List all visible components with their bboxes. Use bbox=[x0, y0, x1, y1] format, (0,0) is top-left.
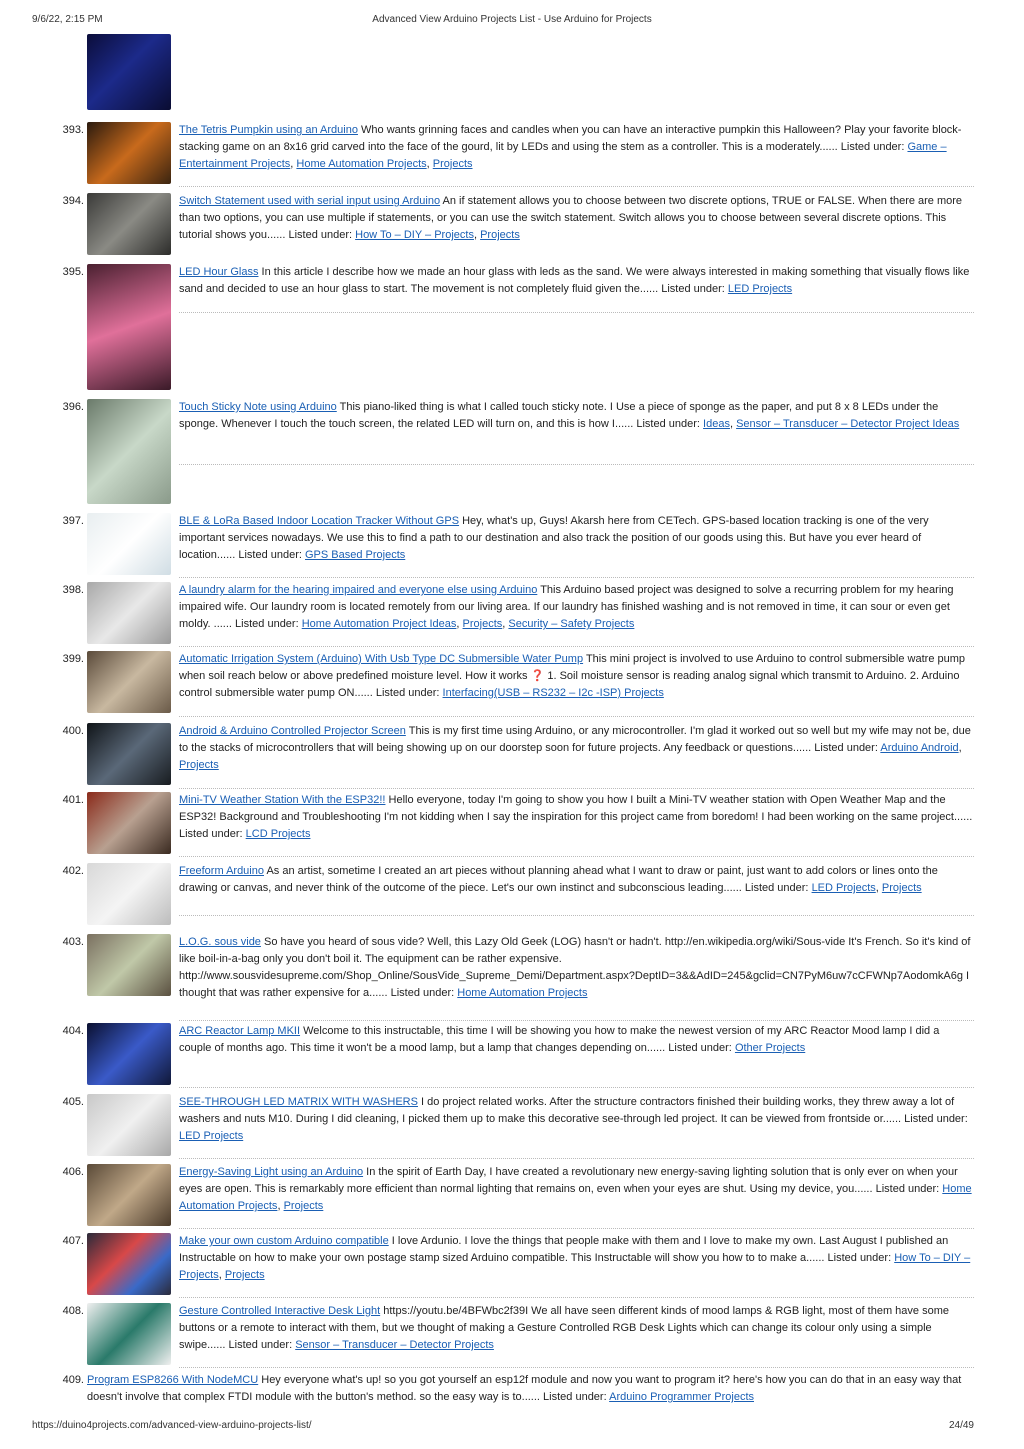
project-title-link[interactable]: The Tetris Pumpkin using an Arduino bbox=[179, 124, 358, 136]
item-number: 406. bbox=[62, 1166, 84, 1178]
list-item bbox=[40, 792, 974, 860]
listed-under-label: Listed under: bbox=[668, 1042, 732, 1054]
category-link[interactable]: LED Projects bbox=[179, 1130, 244, 1142]
project-title-link[interactable]: Touch Sticky Note using Arduino bbox=[179, 401, 337, 413]
listed-under-label: Listed under: bbox=[814, 742, 878, 754]
project-description: This Arduino based project was designed to solve a recurring problem for my hearing impaired wife. Our laundry room is located remotely from our living area. If our laundry has finished washing and is not removed in time, it can sour or even get moldy. ...... bbox=[179, 584, 954, 630]
item-text bbox=[179, 513, 974, 564]
project-description: As an artist, sometime I created an art pieces without planning ahead what I want to draw or paint, just want to add colors or lines onto the drawing or canvas, and never think of the outcome of the piece. Let's our own instinct and subconscious leading...... bbox=[179, 865, 938, 894]
item-text bbox=[179, 651, 974, 702]
listed-under-label: Listed under: bbox=[179, 828, 243, 840]
item-divider bbox=[179, 1087, 974, 1088]
project-thumbnail[interactable] bbox=[87, 1303, 171, 1365]
item-text: Switch Statement used with serial input using Arduino An if statement allows you to choose between two discrete options, TRUE or FALSE. When there are more than two options, you can use multiple if statements, or you can use the switch statement. Switch allows you to choose between several discrete options. This tutorial shows you...... Listed under: How To – DIY – Projects, Projects bbox=[179, 195, 963, 241]
project-description: So have you heard of sous vide? Well, this Lazy Old Geek (LOG) hasn't or hadn't. http://en.wikipedia.org/wiki/Sous-vide It's French. So it's kind of like boil-in-a-bag only you don't boil it. The equipment can be rather expensive. http://www.sousvidesupreme.com/Shop_Online/SousVide_Supreme_Demi/Department.aspx?DeptID=3&&AdID=245&gclid=CN7PyM6uw7cCFWNp7AodomkA6g I thought that was rather expensive for a...... bbox=[179, 936, 971, 999]
category-link[interactable]: Other Projects bbox=[734, 1042, 806, 1054]
project-title-link[interactable]: Switch Statement used with serial input using Arduino bbox=[179, 195, 441, 207]
list-item bbox=[40, 399, 974, 507]
project-description: Who wants grinning faces and candles when you can have an interactive pumpkin this Halloween? Play your favorite block-stacking game on an 8x16 grid carved into the face of the gourd, lit by LEDs and using the stem as a controller. This is a moderately...... bbox=[179, 124, 962, 153]
list-item bbox=[40, 1094, 974, 1162]
listed-under-label: Listed under: bbox=[904, 1113, 968, 1125]
item-number: 403. bbox=[62, 936, 84, 948]
item-number: 400. bbox=[62, 725, 84, 737]
category-link[interactable]: Projects bbox=[179, 759, 219, 771]
project-thumbnail[interactable] bbox=[87, 399, 171, 504]
project-title-link[interactable]: ARC Reactor Lamp MKII bbox=[179, 1025, 301, 1037]
project-thumbnail[interactable] bbox=[87, 513, 171, 575]
project-thumbnail[interactable] bbox=[87, 934, 171, 996]
item-divider bbox=[179, 1228, 974, 1229]
list-item bbox=[40, 1023, 974, 1091]
item-text bbox=[179, 1303, 974, 1354]
item-number: 399. bbox=[62, 653, 84, 665]
project-title-link[interactable]: Freeform Arduino bbox=[179, 865, 264, 877]
category-link[interactable]: LED Projects bbox=[811, 882, 876, 894]
project-description: An if statement allows you to choose between two discrete options, TRUE or FALSE. When there are more than two options, you can use multiple if statements, or you can use the switch statement. Switch allows you to choose between several discrete options. This tutorial shows you...... bbox=[179, 195, 963, 241]
category-link[interactable]: Interfacing(USB – RS232 – I2c -ISP) Projects bbox=[442, 687, 664, 699]
item-divider bbox=[179, 788, 974, 789]
item-text: Touch Sticky Note using Arduino This piano-liked thing is what I called touch sticky note. I Use a piece of sponge as the paper, and put 8 x 8 LEDs under the sponge. Whenever I touch the touch screen, the related LED will turn on, and this is how I...... Listed under: Ideas, Sensor – Transducer – Detector Project Ideas bbox=[179, 401, 960, 430]
category-link[interactable]: Home Automation Projects bbox=[296, 158, 427, 170]
listed-under-label: Listed under: bbox=[288, 229, 353, 241]
project-title-link[interactable]: L.O.G. sous vide bbox=[179, 936, 261, 948]
list-item bbox=[40, 264, 974, 399]
listed-under-label: Listed under: bbox=[390, 987, 455, 999]
list-item bbox=[40, 122, 974, 190]
item-text: Energy-Saving Light using an Arduino In the spirit of Earth Day, I have created a revolutionary new energy-saving lighting solution that is only ever on when your eyes are open. This is remarkably more efficient than normal lighting that remains on, even when your eyes are shut. Using my device, you...... Listed under: Home Automation Projects, Projects bbox=[179, 1166, 972, 1212]
project-description-continued: 1. Soil moisture sensor is reading analog signal which transmit to Arduino. 2. Arduino control submersible water pump ON...... bbox=[179, 670, 960, 699]
print-footer bbox=[32, 1420, 992, 1434]
project-thumbnail[interactable] bbox=[87, 1094, 171, 1156]
print-datetime: 9/6/22, 2:15 PM bbox=[32, 14, 103, 25]
category-link[interactable]: LED Projects bbox=[727, 283, 793, 295]
item-divider bbox=[179, 1297, 974, 1298]
project-description: I love Ardunio. I love the things that people make with them and I love to make my own. Last August I published an Instructable on how to make your own postage stamp sized Arduino compatible. This Instructable will show you how to to make a...... bbox=[179, 1235, 949, 1264]
category-link[interactable]: Arduino Android bbox=[880, 742, 959, 754]
list-item bbox=[40, 934, 974, 1022]
project-thumbnail[interactable] bbox=[87, 1164, 171, 1226]
item-text bbox=[179, 264, 974, 298]
list-item bbox=[40, 651, 974, 721]
item-divider bbox=[179, 186, 974, 187]
category-link[interactable]: Projects bbox=[462, 618, 503, 630]
list-item bbox=[40, 34, 974, 126]
item-number: 407. bbox=[62, 1235, 84, 1247]
item-text: Make your own custom Arduino compatible I love Ardunio. I love the things that people make with them and I love to make my own. Last August I published an Instructable on how to make your own postage stamp sized Arduino compatible. This Instructable will show you how to to make a...... Listed under: How To – DIY – Projects, Projects bbox=[179, 1235, 971, 1281]
print-page-title: Advanced View Arduino Projects List - Use Arduino for Projects bbox=[372, 14, 652, 25]
project-thumbnail[interactable] bbox=[87, 193, 171, 255]
category-link[interactable]: Game – Entertainment Projects bbox=[179, 141, 947, 170]
project-title-link[interactable]: Android & Arduino Controlled Projector Screen bbox=[179, 725, 406, 737]
listed-under-label: Listed under: bbox=[840, 141, 905, 153]
list-item bbox=[40, 193, 974, 263]
project-thumbnail[interactable] bbox=[87, 651, 171, 713]
print-url: https://duino4projects.com/advanced-view-arduino-projects-list/ bbox=[32, 1420, 312, 1431]
item-divider bbox=[179, 716, 974, 717]
item-divider bbox=[179, 1367, 974, 1368]
project-description: This piano-liked thing is what I called touch sticky note. I Use a piece of sponge as the paper, and put 8 x 8 LEDs under the sponge. Whenever I touch the touch screen, the related LED will turn on, and this is how I...... bbox=[179, 401, 939, 430]
list-item bbox=[40, 513, 974, 579]
list-item bbox=[40, 582, 974, 650]
project-title-link[interactable]: Make your own custom Arduino compatible bbox=[179, 1235, 389, 1247]
project-title-link[interactable]: BLE & LoRa Based Indoor Location Tracker Without GPS bbox=[179, 515, 460, 527]
project-title-link[interactable]: Mini-TV Weather Station With the ESP32!! bbox=[179, 794, 386, 806]
item-divider bbox=[179, 464, 974, 465]
item-number: 396. bbox=[62, 401, 84, 413]
listed-under-label: Listed under: bbox=[228, 1339, 293, 1351]
list-item bbox=[40, 1372, 974, 1412]
item-number: 401. bbox=[62, 794, 84, 806]
item-text bbox=[179, 1023, 974, 1057]
list-item bbox=[40, 1164, 974, 1232]
item-divider bbox=[179, 1020, 974, 1021]
project-description: I do project related works. After the structure contractors finished their building works, they threw away a lot of washers and nuts M10. During I did cleaning, I picked them up to make this decorative see-through led project. It can be viewed from frontside or...... bbox=[179, 1096, 955, 1125]
category-link[interactable]: Home Automation Projects bbox=[457, 987, 588, 999]
listed-under-label: Listed under: bbox=[744, 882, 809, 894]
item-number: 393. bbox=[62, 124, 84, 136]
project-description: Hello everyone, today I'm going to show you how I built a Mini-TV weather station with Open Weather Map and the ESP32! Background and Troubleshooting I'm not kidding when I say the inspiration for this project came from boredom! I had been working on the same project...... bbox=[179, 794, 973, 823]
item-number: 394. bbox=[62, 195, 84, 207]
listed-under-label: Listed under: bbox=[875, 1183, 940, 1195]
list-item bbox=[40, 1233, 974, 1301]
category-link[interactable]: Projects bbox=[881, 882, 922, 894]
project-title-link[interactable]: Program ESP8266 With NodeMCU bbox=[87, 1374, 259, 1386]
item-divider bbox=[179, 312, 974, 313]
project-description: This mini project is involved to use Arduino to control submersible watre pump when soil reach below or above predefined moisture level. How it works bbox=[179, 653, 966, 682]
item-number: 397. bbox=[62, 515, 84, 527]
question-mark-icon: ❓ bbox=[530, 670, 545, 682]
project-description: In the spirit of Earth Day, I have created a revolutionary new energy-saving lighting solution that is only ever on when your eyes are open. This is remarkably more efficient than normal lighting that remains on, even when your eyes are shut. Using my device, you...... bbox=[179, 1166, 958, 1195]
item-number: 408. bbox=[62, 1305, 84, 1317]
project-description: Welcome to this instructable, this time I will be showing you how to make the newest version of my ARC Reactor Mood lamp I did a couple of months ago. This time it won't be a mood lamp, but a lamp that changes depending on...... bbox=[179, 1025, 940, 1054]
listed-under-label: Listed under: bbox=[543, 1391, 607, 1403]
listed-under-label: Listed under: bbox=[661, 283, 725, 295]
project-title-link[interactable]: Energy-Saving Light using an Arduino bbox=[179, 1166, 364, 1178]
category-link[interactable]: LCD Projects bbox=[245, 828, 311, 840]
project-thumbnail[interactable] bbox=[87, 264, 171, 390]
project-thumbnail[interactable] bbox=[87, 1233, 171, 1295]
item-text bbox=[179, 792, 974, 843]
category-link[interactable]: Ideas bbox=[703, 418, 730, 430]
project-description: In this article I describe how we made an hour glass with leds as the sand. We were always interested in making something that visually flows like sand and decided to use an hour glass to start. The movement is not completely fluid given the...... bbox=[179, 266, 970, 295]
project-title-link[interactable]: SEE-THROUGH LED MATRIX WITH WASHERS bbox=[179, 1096, 418, 1108]
item-divider bbox=[179, 577, 974, 578]
listed-under-label: Listed under: bbox=[827, 1252, 892, 1264]
item-text bbox=[179, 934, 974, 1002]
category-link[interactable]: Projects bbox=[224, 1269, 265, 1281]
item-number: 404. bbox=[62, 1025, 84, 1037]
print-page-number: 24/49 bbox=[948, 1420, 974, 1431]
project-thumbnail[interactable] bbox=[87, 863, 171, 925]
item-number: 402. bbox=[62, 865, 84, 877]
project-title-link[interactable]: Automatic Irrigation System (Arduino) With Usb Type DC Submersible Water Pump bbox=[179, 653, 584, 665]
project-thumbnail[interactable] bbox=[87, 723, 171, 785]
category-link[interactable]: Security – Safety Projects bbox=[508, 618, 635, 630]
category-link[interactable]: Projects bbox=[480, 229, 520, 241]
list-item bbox=[40, 863, 974, 931]
item-divider bbox=[179, 915, 974, 916]
project-thumbnail[interactable] bbox=[87, 122, 171, 184]
item-number: 398. bbox=[62, 584, 84, 596]
project-description: https://youtu.be/4BFWbc2f39I We all have seen different kinds of mood lamps & RGB light, most of them have some buttons or a remote to interact with them, but we thought of making a Gesture Controlled RGB Desk Lights which can change its colour only using a simple swipe...... bbox=[179, 1305, 949, 1351]
item-text: A laundry alarm for the hearing impaired and everyone else using Arduino This Arduino based project was designed to solve a recurring problem for my hearing impaired wife. Our laundry room is located remotely from our living area. If our laundry has finished washing and is not removed in time, it can sour or even get moldy. ...... Listed under: Home Automation Project Ideas, Projects, Security – Safety Projects bbox=[179, 584, 954, 630]
listed-under-label: Listed under: bbox=[235, 618, 299, 630]
category-link[interactable]: Projects bbox=[432, 158, 473, 170]
listed-under-label: Listed under: bbox=[636, 418, 700, 430]
item-number: 395. bbox=[62, 266, 84, 278]
category-link[interactable]: Sensor – Transducer – Detector Project Ideas bbox=[736, 418, 960, 430]
category-link[interactable]: Projects bbox=[283, 1200, 324, 1212]
category-link[interactable]: Arduino Programmer Projects bbox=[609, 1391, 754, 1403]
item-text: Android & Arduino Controlled Projector Screen This is my first time using Arduino, or any microcontroller. I'm glad it worked out so well but my wife may not be, due to the stacks of microcontrollers that will being showing up on our doorstep soon for future projects. Any feedback or questions...... Listed under: Arduino Android, Projects bbox=[179, 725, 971, 771]
category-link[interactable]: Home Automation Project Ideas bbox=[301, 618, 457, 630]
item-divider bbox=[179, 646, 974, 647]
list-item bbox=[40, 723, 974, 791]
item-text: The Tetris Pumpkin using an Arduino Who wants grinning faces and candles when you can have an interactive pumpkin this Halloween? Play your favorite block-stacking game on an 8x16 grid carved into the face of the gourd, lit by LEDs and using the stem as a controller. This is a moderately...... Listed under: Game – Entertainment Projects, Home Automation Projects, Projects bbox=[179, 124, 962, 170]
category-link[interactable]: Sensor – Transducer – Detector Projects bbox=[295, 1339, 494, 1351]
item-text: Freeform Arduino As an artist, sometime I created an art pieces without planning ahead what I want to draw or paint, just want to add colors or lines onto the drawing or canvas, and never think of the outcome of the piece. Let's our own instinct and subconscious leading...... Listed under: LED Projects, Projects bbox=[179, 865, 938, 894]
listed-under-label: Listed under: bbox=[238, 549, 302, 561]
project-thumbnail[interactable] bbox=[87, 582, 171, 644]
project-title-link[interactable]: A laundry alarm for the hearing impaired and everyone else using Arduino bbox=[179, 584, 538, 596]
project-description: This is my first time using Arduino, or any microcontroller. I'm glad it worked out so well but my wife may not be, due to the stacks of microcontrollers that will being showing up on our doorstep soon for future projects. Any feedback or questions...... bbox=[179, 725, 971, 754]
item-text bbox=[87, 1372, 974, 1406]
project-description: Hey, what's up, Guys! Akarsh here from CETech. GPS-based location tracking is one of the very important services nowadays. We use this to find a path to our destination and also track the position of our goods using this. But have you ever heard of location...... bbox=[179, 515, 929, 561]
item-number: 409. bbox=[62, 1374, 84, 1386]
item-text bbox=[179, 1094, 974, 1145]
project-description: Hey everyone what's up! so you got yourself an esp12f module and now you want to program it? here's how you can do that in an easy way that doesn't involve that complex FTDI module with the button's method. so the easy way is to...... bbox=[87, 1374, 962, 1403]
listed-under-label: Listed under: bbox=[375, 687, 440, 699]
category-link[interactable]: Home Automation Projects bbox=[179, 1183, 972, 1212]
item-number: 405. bbox=[62, 1096, 84, 1108]
item-divider bbox=[179, 1158, 974, 1159]
print-header bbox=[32, 14, 992, 28]
project-thumbnail[interactable] bbox=[87, 34, 171, 110]
category-link[interactable]: How To – DIY – Projects bbox=[355, 229, 474, 241]
project-title-link[interactable]: LED Hour Glass bbox=[179, 266, 259, 278]
project-thumbnail[interactable] bbox=[87, 1023, 171, 1085]
category-link[interactable]: How To – DIY – Projects bbox=[179, 1252, 971, 1281]
item-divider bbox=[179, 856, 974, 857]
project-title-link[interactable]: Gesture Controlled Interactive Desk Light bbox=[179, 1305, 381, 1317]
category-link[interactable]: GPS Based Projects bbox=[305, 549, 406, 561]
project-thumbnail[interactable] bbox=[87, 792, 171, 854]
list-item bbox=[40, 1303, 974, 1371]
